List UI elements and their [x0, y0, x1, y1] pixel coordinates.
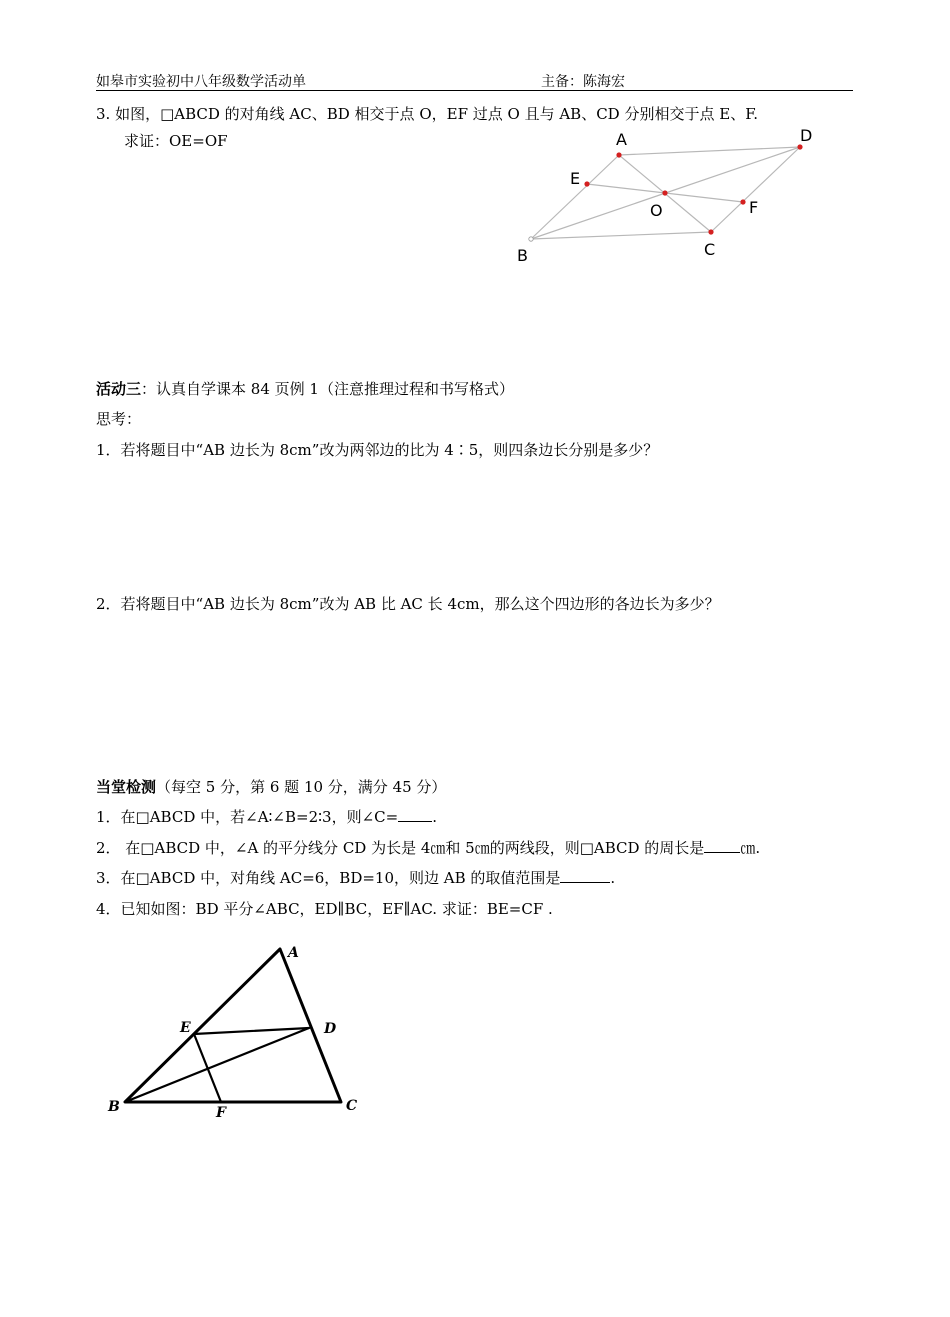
- point-E: [584, 181, 589, 186]
- label-C: C: [346, 1098, 358, 1114]
- answer-blank-q2[interactable]: [704, 838, 740, 853]
- edge-AB: [531, 155, 619, 239]
- check-q1-text: 1．在□ABCD 中，若∠A∶∠B=2∶3，则∠C=: [96, 808, 399, 826]
- segment-EF: [194, 1034, 221, 1102]
- activity3-q2: 2．若将题目中“AB 边长为 8cm”改为 AB 比 AC 长 4cm，那么这个四边形的各边长为多少？: [96, 595, 720, 613]
- activity3-heading: [96, 379, 514, 399]
- triangle-ABC: [125, 949, 341, 1102]
- check-heading: [96, 777, 446, 797]
- check-q2-end: ㎝.: [740, 839, 761, 857]
- check-q3-end: .: [610, 869, 616, 887]
- label-A: A: [288, 945, 299, 961]
- label-E: E: [180, 1020, 191, 1036]
- label-C: C: [704, 240, 716, 259]
- point-B: [529, 237, 533, 241]
- segment-ED: [194, 1028, 309, 1034]
- check-note: （每空 5 分，第 6 题 10 分，满分 45 分）: [156, 778, 447, 796]
- label-A: A: [616, 130, 627, 149]
- parallelogram-figure: [500, 120, 840, 270]
- check-q2: [96, 838, 760, 858]
- problem3-line2: 求证：OE=OF: [124, 132, 228, 150]
- point-O: [662, 190, 667, 195]
- point-A: [616, 152, 621, 157]
- check-q1-end: .: [432, 808, 437, 826]
- label-B: B: [108, 1099, 120, 1115]
- label-F: F: [216, 1105, 226, 1121]
- point-F: [740, 199, 745, 204]
- check-q3-text: 3．在□ABCD 中，对角线 AC=6，BD=10，则边 AB 的取值范围是: [96, 869, 561, 887]
- point-D: [797, 144, 802, 149]
- check-q1: [96, 807, 437, 827]
- activity3-title: 活动三: [96, 380, 142, 398]
- activity3-think: 思考：: [96, 410, 142, 428]
- label-F: F: [749, 198, 759, 217]
- header-school: 如皋市实验初中八年级数学活动单: [96, 74, 306, 90]
- label-B: B: [517, 246, 528, 265]
- activity3-text: ：认真自学课本 84 页例 1（注意推理过程和书写格式）: [141, 380, 514, 398]
- header-author: 主备：陈海宏: [541, 74, 625, 90]
- point-C: [708, 229, 713, 234]
- edge-CD: [711, 147, 800, 232]
- check-q4: 4．已知如图：BD 平分∠ABC，ED∥BC，EF∥AC. 求证：BE=CF .: [96, 900, 553, 918]
- check-q3: [96, 868, 615, 888]
- check-q2-text: 2． 在□ABCD 中，∠A 的平分线分 CD 为长是 4㎝和 5㎝的两线段，则□ABCD 的周长是: [96, 839, 705, 857]
- header-divider: [96, 90, 853, 91]
- label-O: O: [650, 201, 663, 220]
- check-title: 当堂检测: [96, 778, 157, 796]
- edge-BC: [531, 232, 711, 239]
- label-D: D: [800, 126, 813, 145]
- problem3-line1: 3. 如图，□ABCD 的对角线 AC、BD 相交于点 O，EF 过点 O 且与 AB、CD 分别相交于点 E、F.: [96, 105, 759, 123]
- answer-blank-q3[interactable]: [560, 868, 610, 883]
- label-D: D: [324, 1021, 337, 1037]
- answer-blank-q1[interactable]: [398, 807, 432, 822]
- edge-AD: [619, 147, 800, 155]
- label-E: E: [570, 169, 581, 188]
- triangle-figure: [100, 935, 380, 1125]
- activity3-q1: 1．若将题目中“AB 边长为 8cm”改为两邻边的比为 4∶5，则四条边长分别是多少？: [96, 441, 659, 459]
